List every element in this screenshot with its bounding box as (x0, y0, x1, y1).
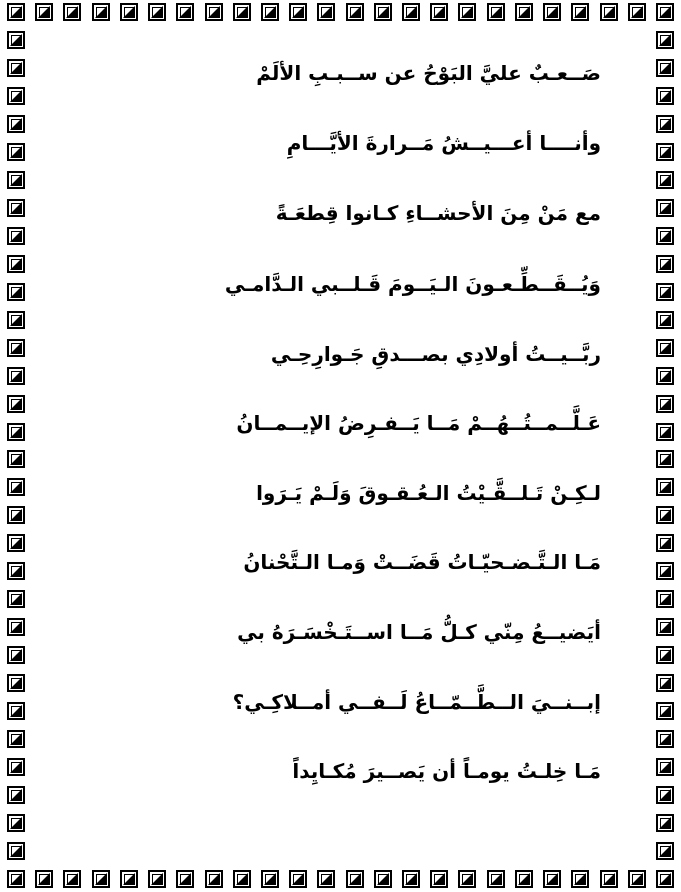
border-tile-icon (656, 311, 674, 329)
border-tile-icon (571, 3, 589, 21)
border-tile-icon (543, 870, 561, 888)
border-tile-icon (656, 3, 674, 21)
border-tile-icon (374, 870, 392, 888)
border-tile-icon (7, 674, 25, 692)
border-tile-icon (7, 730, 25, 748)
border-tile-icon (7, 339, 25, 357)
border-tile-icon (656, 786, 674, 804)
border-tile-icon (346, 3, 364, 21)
border-tile-icon (120, 870, 138, 888)
poem-line-10: إبــنــيَ الــطَّــمّــاعُ لَــفــي أمــلاكِـي؟ (232, 690, 601, 714)
poem-line-7: لـكِـنْ تَـلــقَّـيْتُ الـعُـقـوقَ وَلَـمْ يَـرَوا (256, 481, 601, 505)
border-tile-icon (7, 814, 25, 832)
border-tile-icon (7, 395, 25, 413)
border-tile-icon (515, 870, 533, 888)
border-tile-icon (656, 562, 674, 580)
border-tile-icon (7, 534, 25, 552)
border-tile-icon (7, 590, 25, 608)
border-tile-icon (656, 395, 674, 413)
border-tile-icon (600, 3, 618, 21)
border-tile-icon (656, 814, 674, 832)
border-tile-icon (656, 227, 674, 245)
poem-line-5: ربَّــيــتُ أولادِي بصـــدقِ جَـوارِحِـي (270, 342, 601, 366)
border-tile-icon (7, 171, 25, 189)
border-tile-icon (7, 199, 25, 217)
border-tile-icon (7, 283, 25, 301)
border-tile-icon (656, 143, 674, 161)
border-tile-icon (656, 255, 674, 273)
border-tile-icon (515, 3, 533, 21)
border-tile-icon (92, 3, 110, 21)
border-tile-icon (35, 3, 53, 21)
border-tile-icon (148, 870, 166, 888)
border-tile-icon (233, 3, 251, 21)
border-tile-icon (656, 618, 674, 636)
border-tile-icon (656, 339, 674, 357)
border-tile-icon (7, 842, 25, 860)
border-tile-icon (7, 506, 25, 524)
border-tile-icon (7, 255, 25, 273)
border-tile-icon (346, 870, 364, 888)
border-tile-icon (317, 870, 335, 888)
border-tile-icon (7, 115, 25, 133)
border-tile-icon (7, 31, 25, 49)
poem-line-11: مَـا خِلـتُ يومـاً أن يَصــيرَ مُكـايِداً (292, 759, 601, 783)
border-tile-icon (656, 646, 674, 664)
border-tile-icon (656, 702, 674, 720)
border-tile-icon (233, 870, 251, 888)
border-tile-icon (628, 3, 646, 21)
border-tile-icon (656, 758, 674, 776)
border-tile-icon (317, 3, 335, 21)
border-tile-icon (600, 870, 618, 888)
border-tile-icon (656, 367, 674, 385)
border-tile-icon (176, 870, 194, 888)
border-tile-icon (458, 3, 476, 21)
border-tile-icon (7, 786, 25, 804)
border-tile-icon (656, 199, 674, 217)
border-tile-icon (656, 842, 674, 860)
border-tile-icon (487, 3, 505, 21)
border-tile-icon (656, 87, 674, 105)
border-tile-icon (656, 59, 674, 77)
border-tile-icon (430, 870, 448, 888)
border-tile-icon (7, 478, 25, 496)
border-tile-icon (35, 870, 53, 888)
poem-line-6: عَـلَّــمــتُــهُــمْ مَــا يَــفـرِضُ الإيــمــانُ (236, 411, 601, 435)
border-tile-icon (7, 646, 25, 664)
border-tile-icon (628, 870, 646, 888)
poem-line-9: أيَضيــعُ مِنّي كـلُّ مَــا اســتَـخْسَـرَهُ بي (237, 620, 601, 644)
poem-line-2: وأنــــا أعـــيــشُ مَــرارةَ الأيَّـــامِ (286, 131, 601, 155)
border-tile-icon (261, 3, 279, 21)
border-tile-icon (7, 59, 25, 77)
border-tile-icon (656, 283, 674, 301)
border-tile-icon (656, 478, 674, 496)
border-tile-icon (571, 870, 589, 888)
border-tile-icon (148, 3, 166, 21)
border-tile-icon (656, 506, 674, 524)
border-tile-icon (120, 3, 138, 21)
border-tile-icon (205, 870, 223, 888)
border-tile-icon (458, 870, 476, 888)
border-tile-icon (7, 367, 25, 385)
border-tile-icon (7, 3, 25, 21)
border-tile-icon (7, 143, 25, 161)
border-tile-icon (7, 870, 25, 888)
border-tile-icon (656, 423, 674, 441)
poem-line-8: مَـا الـتَّـضـحيّـاتُ قَضَــتْ وَمـا الـتَّحْنانُ (243, 550, 601, 574)
border-tile-icon (656, 115, 674, 133)
border-tile-icon (656, 31, 674, 49)
border-tile-icon (92, 870, 110, 888)
border-tile-icon (63, 3, 81, 21)
border-tile-icon (176, 3, 194, 21)
poem-line-4: وَيُــقَــطِّـعـونَ الـيَــومَ قَـلــبي الـدَّامـي (224, 272, 601, 296)
border-tile-icon (261, 870, 279, 888)
border-tile-icon (63, 870, 81, 888)
border-tile-icon (430, 3, 448, 21)
border-tile-icon (205, 3, 223, 21)
border-tile-icon (7, 702, 25, 720)
border-tile-icon (289, 870, 307, 888)
border-tile-icon (402, 3, 420, 21)
border-tile-icon (656, 590, 674, 608)
border-tile-icon (656, 450, 674, 468)
border-tile-icon (656, 171, 674, 189)
border-tile-icon (656, 730, 674, 748)
border-tile-icon (7, 618, 25, 636)
border-tile-icon (7, 311, 25, 329)
border-tile-icon (289, 3, 307, 21)
border-tile-icon (487, 870, 505, 888)
poem-line-1: صَــعـبٌ عليَّ البَوْحُ عن ســبـبِ الألَمْ (256, 61, 601, 85)
border-tile-icon (7, 87, 25, 105)
border-tile-icon (7, 562, 25, 580)
border-tile-icon (7, 450, 25, 468)
border-tile-icon (402, 870, 420, 888)
border-tile-icon (656, 870, 674, 888)
poem-line-3: مع مَنْ مِنَ الأحشــاءِ كـانوا قِطعَـةً (275, 201, 601, 225)
border-tile-icon (374, 3, 392, 21)
border-tile-icon (543, 3, 561, 21)
border-tile-icon (656, 534, 674, 552)
border-tile-icon (656, 674, 674, 692)
border-tile-icon (7, 227, 25, 245)
border-tile-icon (7, 758, 25, 776)
border-tile-icon (7, 423, 25, 441)
